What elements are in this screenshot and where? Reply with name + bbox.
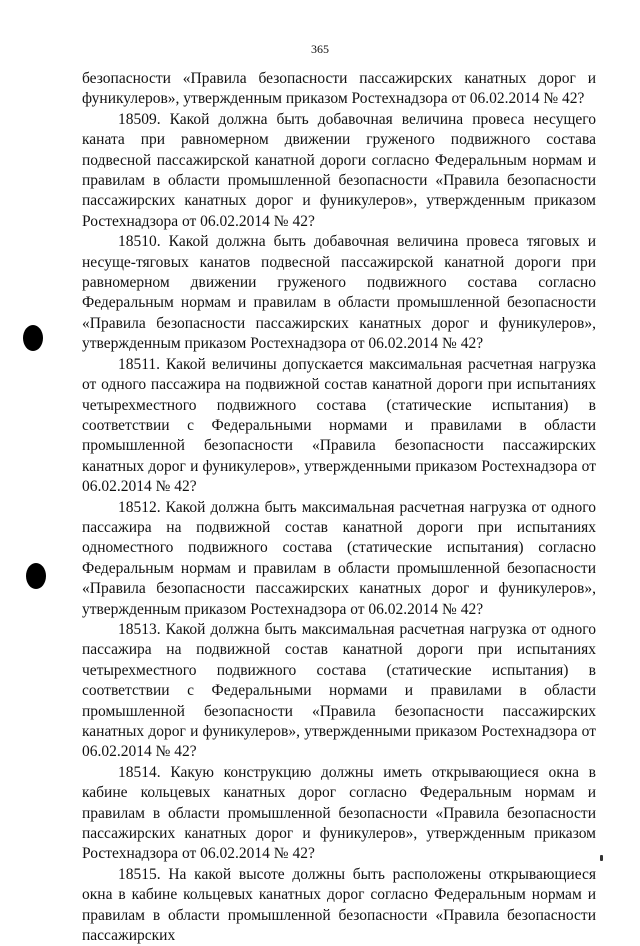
question-18511: 18511. Какой величины допускается максимальная расчетная нагрузка от одного пассажира на подвижной состав канатной дороги при испытаниях четырехместного подвижного состава (статические испытания) в соответствии с Федеральными нормами и правилами в области промышленной безопасности «Правила безопасности пассажирских канатных дорог и фуникулеров», утвержденными приказом Ростехнадзора от 06.02.2014 № 42? [82,355,596,496]
question-18514: 18514. Какую конструкцию должны иметь открывающиеся окна в кабине кольцевых канатных дорог согласно Федеральным нормам и правилам в области промышленной безопасности «Правила безопасности пассажирских канатных дорог и фуникулеров», утвержденным приказом Ростехнадзора от 06.02.2014 № 42? [82,763,596,863]
question-18510: 18510. Какой должна быть добавочная величина провеса тяговых и несуще-тяговых канатов подвесной пассажирской канатной дороги при равномерном движении груженого подвижного состава согласно Федеральным нормам и правилам в области промышленной безопасности «Правила безопасности пассажирских канатных дорог и фуникулеров», утвержденным приказом Ростехнадзора от 06.02.2014 № 42? [82,233,596,353]
punch-hole [23,325,43,351]
punch-hole [26,563,46,589]
paragraph-continuation: безопасности «Правила безопасности пассажирских канатных дорог и фуникулеров», утвержденным приказом Ростехнадзора от 06.02.2014 № 42? [82,70,596,108]
edge-mark [600,855,603,861]
question-18515: 18515. На какой высоте должны быть расположены открывающиеся окна в кабине кольцевых канатных дорог согласно Федеральным нормам и правилам в области промышленной безопасности «Правила безопасности пассажирских [82,865,596,945]
question-18513: 18513. Какой должна быть максимальная расчетная нагрузка от одного пассажира на подвижной состав канатной дороги при испытаниях четырехместного подвижного состава (статические испытания) в соответствии с Федеральными нормами и правилами в области промышленной безопасности «Правила безопасности пассажирских канатных дорог и фуникулеров», утвержденными приказом Ростехнадзора от 06.02.2014 № 42? [82,620,596,761]
document-body [82,69,596,946]
page-number: 365 [311,42,329,56]
question-18509: 18509. Какой должна быть добавочная величина провеса несущего каната при равномерном движении груженого подвижного состава подвесной пассажирской канатной дороги согласно Федеральным нормам и правилам в области промышленной безопасности «Правила безопасности пассажирских канатных дорог и фуникулеров», утвержденным приказом Ростехнадзора от 06.02.2014 № 42? [82,110,596,230]
question-18512: 18512. Какой должна быть максимальная расчетная нагрузка от одного пассажира на подвижной состав канатной дороги при испытаниях одноместного подвижного состава (статические испытания) согласно Федеральным нормам и правилам в области промышленной безопасности «Правила безопасности пассажирских канатных дорог и фуникулеров», утвержденным приказом Ростехнадзора от 06.02.2014 № 42? [82,498,596,618]
